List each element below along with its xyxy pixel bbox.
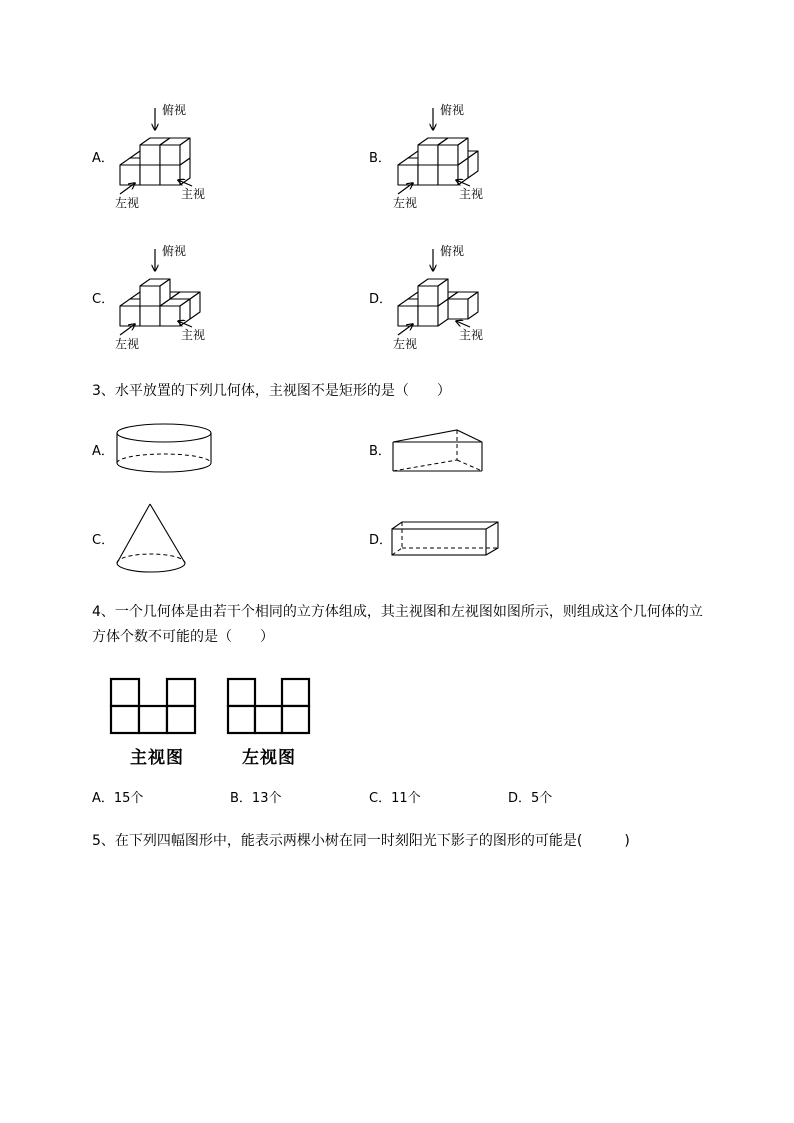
q3-text: 3、水平放置的下列几何体，主视图不是矩形的是（ ） <box>92 383 451 399</box>
q5-text: 5、在下列四幅图形中，能表示两棵小树在同一时刻阳光下影子的图形的可能是( ) <box>92 833 630 849</box>
q2-view-arrows <box>0 0 794 400</box>
q3-cylinder-figure <box>112 420 217 480</box>
q2-b-front-label: 主视 <box>459 187 484 201</box>
front-view-arrow <box>178 180 192 186</box>
left-view-arrow <box>120 324 135 335</box>
q2-c-left-label: 左视 <box>115 337 140 351</box>
front-view-arrow <box>178 321 192 327</box>
q3-cone-figure <box>112 500 192 580</box>
q4-text-line2: 方体个数不可能的是（ ） <box>92 629 274 645</box>
front-view-arrow <box>456 321 470 327</box>
q3-option-b-label: B． <box>369 444 391 459</box>
left-view-arrow <box>398 324 413 335</box>
front-view-arrow <box>456 180 470 186</box>
q2-d-left-label: 左视 <box>393 337 418 351</box>
q2-option-b-label: B． <box>369 151 391 166</box>
q2-d-front-label: 主视 <box>459 328 484 342</box>
q2-c-top-label: 俯视 <box>162 244 187 258</box>
q4-option-b: B．13个 <box>230 791 282 806</box>
q2-b-top-label: 俯视 <box>440 103 465 117</box>
q2-a-top-label: 俯视 <box>162 103 187 117</box>
q2-d-top-label: 俯视 <box>440 244 465 258</box>
q2-a-left-label: 左视 <box>115 196 140 210</box>
q4-option-c: C．11个 <box>369 791 421 806</box>
q2-option-c-label: C． <box>92 292 115 307</box>
q4-text-line1: 4、一个几何体是由若干个相同的立方体组成，其主视图和左视图如图所示，则组成这个几何体的立 <box>92 604 703 620</box>
q3-option-c-label: C． <box>92 533 115 548</box>
q4-option-d: D．5个 <box>508 791 553 806</box>
q2-option-a-label: A． <box>92 151 114 166</box>
q2-option-d-label: D． <box>369 292 393 307</box>
q4-front-view-figure <box>110 678 196 734</box>
q3-cuboid-figure <box>388 518 502 560</box>
q2-b-left-label: 左视 <box>393 196 418 210</box>
q2-c-front-label: 主视 <box>181 328 206 342</box>
q4-left-view-label: 左视图 <box>242 748 296 768</box>
q4-option-a: A．15个 <box>92 791 144 806</box>
left-view-arrow <box>120 183 135 194</box>
q4-left-view-figure <box>227 678 310 734</box>
q4-front-view-label: 主视图 <box>130 748 184 768</box>
q3-triangular-prism-figure <box>388 420 488 480</box>
q3-option-d-label: D． <box>369 533 393 548</box>
left-view-arrow <box>398 183 413 194</box>
q2-a-front-label: 主视 <box>181 187 206 201</box>
q3-option-a-label: A． <box>92 444 114 459</box>
